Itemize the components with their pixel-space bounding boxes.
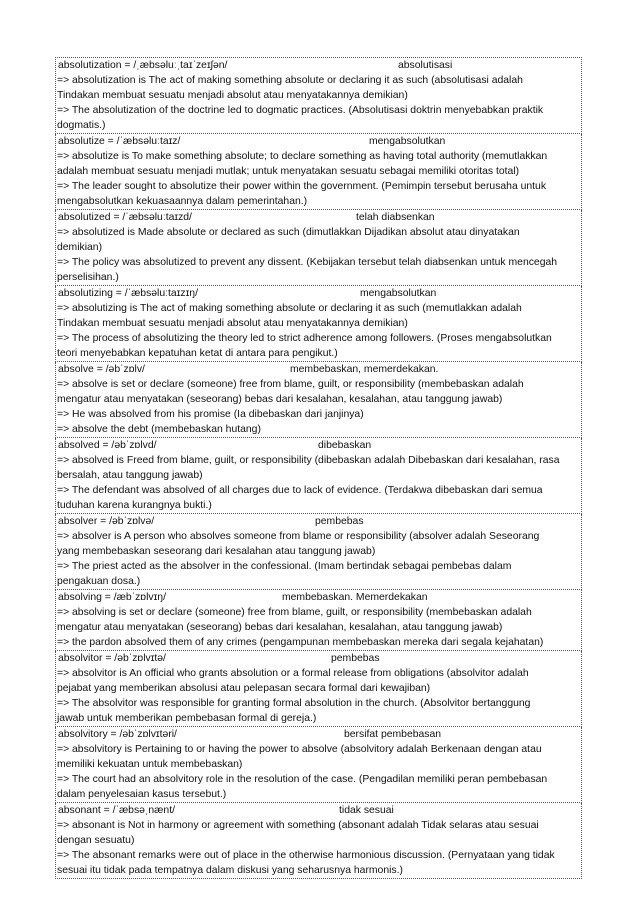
translation: membebaskan. Memerdekakan [282, 592, 428, 603]
entry-absolved [55, 438, 582, 514]
entry-absolvitory [55, 727, 582, 803]
example-line: perselisihan.) [57, 272, 119, 283]
example-line: tuduhan karena kurangnya bukti.) [57, 500, 212, 511]
example-line: jawab untuk memberikan pembebasan formal di gereja.) [57, 713, 317, 724]
entry-header [57, 590, 581, 605]
translation: absolutisasi [398, 60, 453, 71]
entry-absolutization [55, 57, 582, 134]
definition-line: demikian) [57, 242, 103, 253]
entry-absonant [55, 803, 582, 879]
example-line: teori menyebabkan kepatuhan ketat di antara para pengikut.) [57, 348, 338, 359]
term-pronunciation: absolutizing = /ˈæbsəluːtaɪzɪŋ/ [58, 288, 198, 299]
definition-line: => absolve is set or declare (someone) free from blame, guilt, or responsibility (membebaskan adalah [57, 379, 524, 390]
entry-header [57, 362, 581, 377]
entry-header [57, 58, 581, 73]
example-line: => The absolutization of the doctrine led to dogmatic practices. (Absolutisasi doktrin menyebabkan praktik [57, 105, 544, 116]
definition-line: Tindakan membuat sesuatu menjadi absolut atau menyatakannya demikian) [57, 318, 408, 329]
definition-line: bersalah, atau tanggung jawab) [57, 470, 203, 481]
term-pronunciation: absolve = /əbˈzɒlv/ [58, 364, 145, 375]
definition-line: => absolvitory is Pertaining to or having the power to absolve (absolvitory adalah Berkenaan dengan atau [57, 744, 542, 755]
example-line: => The policy was absolutized to prevent any dissent. (Kebijakan tersebut telah diabsenkan untuk mencegah [57, 257, 558, 268]
entry-header [57, 651, 581, 666]
definition-line: => absolutization is The act of making something absolute or declaring it as such (absolutisasi adalah [57, 75, 523, 86]
translation: bersifat pembebasan [344, 729, 442, 740]
translation: pembebas [331, 653, 380, 664]
example-line: sesuai itu tidak pada tempatnya dalam diskusi yang seharusnya harmonis.) [57, 865, 403, 876]
entry-header [57, 210, 581, 225]
entry-absolutized [55, 210, 582, 286]
example-line: => absolve the debt (membebaskan hutang) [57, 424, 261, 435]
entry-header [57, 286, 581, 301]
entry-header [57, 438, 581, 453]
entry-absolutizing [55, 286, 582, 362]
definition-line: yang membebaskan seseorang dari kesalahan atau tanggung jawab) [57, 546, 376, 557]
term-pronunciation: absonant = /ˈæbsəˌnænt/ [58, 805, 175, 816]
term-pronunciation: absolving = /æbˈzɒlvɪŋ/ [58, 592, 166, 603]
translation: telah diabsenkan [356, 212, 435, 223]
term-pronunciation: absolvitor = /əbˈzɒlvɪtə/ [58, 653, 166, 664]
entry-header [57, 514, 581, 529]
definition-line: pejabat yang memberikan absolusi atau pelepasan secara formal dari kewajiban) [57, 683, 431, 694]
term-pronunciation: absolutized = /ˈæbsəluːtaɪzd/ [58, 212, 192, 223]
definition-line: mengatur atau menyatakan (seseorang) bebas dari kesalahan, kesalahan, atau tanggung jawab) [57, 622, 503, 633]
example-line: => The process of absolutizing the theory led to strict adherence among followers. (Proses mengabsolutkan [57, 333, 552, 344]
term-pronunciation: absolver = /əbˈzɒlvə/ [58, 516, 155, 527]
example-line: => The leader sought to absolutize their power within the government. (Pemimpin tersebut berusaha untuk [57, 181, 547, 192]
dictionary-page [55, 57, 582, 879]
definition-line: => absonant is Not in harmony or agreement with something (absonant adalah Tidak selaras atau sesuai [57, 820, 539, 831]
example-line: => The priest acted as the absolver in the confessional. (Imam bertindak sebagai pembebas dalam [57, 561, 512, 572]
definition-line: Tindakan membuat sesuatu menjadi absolut atau menyatakannya demikian) [57, 90, 408, 101]
example-line: => The defendant was absolved of all charges due to lack of evidence. (Terdakwa dibebaskan dari semua [57, 485, 543, 496]
definition-line: dengan sesuatu) [57, 835, 135, 846]
term-pronunciation: absolutization = /ˌæbsəluːˌtaɪˈzeɪʃən/ [58, 60, 228, 71]
example-line: dogmatis.) [57, 120, 106, 131]
entry-absolving [55, 590, 582, 651]
term-pronunciation: absolutize = /ˈæbsəluːtaɪz/ [58, 136, 181, 147]
translation: membebaskan, memerdekakan. [290, 364, 439, 375]
entry-header [57, 134, 581, 149]
translation: dibebaskan [318, 440, 372, 451]
example-line: => The absolvitor was responsible for granting formal absolution in the church. (Absolvitor bertanggung [57, 698, 531, 709]
translation: pembebas [315, 516, 364, 527]
example-line: => The court had an absolvitory role in the resolution of the case. (Pengadilan memiliki peran pembebasan [57, 774, 548, 785]
term-pronunciation: absolvitory = /əbˈzɒlvɪtəri/ [58, 729, 177, 740]
definition-line: => absolutize is To make something absolute; to declare something as having total authority (memutlakkan [57, 151, 548, 162]
term-pronunciation: absolved = /əbˈzɒlvd/ [58, 440, 157, 451]
definition-line: => absolutizing is The act of making something absolute or declaring it as such (memutlakkan adalah [57, 303, 522, 314]
definition-line: => absolutized is Made absolute or declared as such (dimutlakkan Dijadikan absolut atau dinyatakan [57, 227, 520, 238]
entry-header [57, 727, 581, 742]
entry-header [57, 803, 581, 818]
example-line: => He was absolved from his promise (Ia dibebaskan dari janjinya) [57, 409, 364, 420]
example-line: dalam penyelesaian kasus tersebut.) [57, 789, 227, 800]
definition-line: => absolved is Freed from blame, guilt, or responsibility (dibebaskan adalah Dibebaskan dari kesalahan, rasa [57, 455, 560, 466]
definition-line: => absolvitor is An official who grants absolution or a formal release from obligations (absolvitor adalah [57, 668, 529, 679]
entry-absolver [55, 514, 582, 590]
entry-absolvitor [55, 651, 582, 727]
translation: mengabsolutkan [360, 288, 437, 299]
definition-line: memiliki kekuatan untuk membebaskan) [57, 759, 243, 770]
definition-line: mengatur atau menyatakan (seseorang) bebas dari kesalahan, kesalahan, atau tanggung jawab) [57, 394, 503, 405]
entry-absolve [55, 362, 582, 438]
example-line: => the pardon absolved them of any crimes (pengampunan membebaskan mereka dari segala kejahatan) [57, 637, 544, 648]
definition-line: => absolver is A person who absolves someone from blame or responsibility (absolver adalah Seseorang [57, 531, 540, 542]
example-line: => The absonant remarks were out of place in the otherwise harmonious discussion. (Pernyataan yang tidak [57, 850, 555, 861]
translation: tidak sesuai [339, 805, 394, 816]
definition-line: => absolving is set or declare (someone) free from blame, guilt, or responsibility (membebaskan adalah [57, 607, 532, 618]
definition-line: adalah membuat sesuatu menjadi mutlak; untuk menyatakan sesuatu sebagai memiliki otoritas total) [57, 166, 520, 177]
translation: mengabsolutkan [369, 136, 446, 147]
example-line: mengabsolutkan kekuasaannya dalam pemerintahan.) [57, 196, 308, 207]
example-line: pengakuan dosa.) [57, 576, 141, 587]
entry-absolutize [55, 134, 582, 210]
